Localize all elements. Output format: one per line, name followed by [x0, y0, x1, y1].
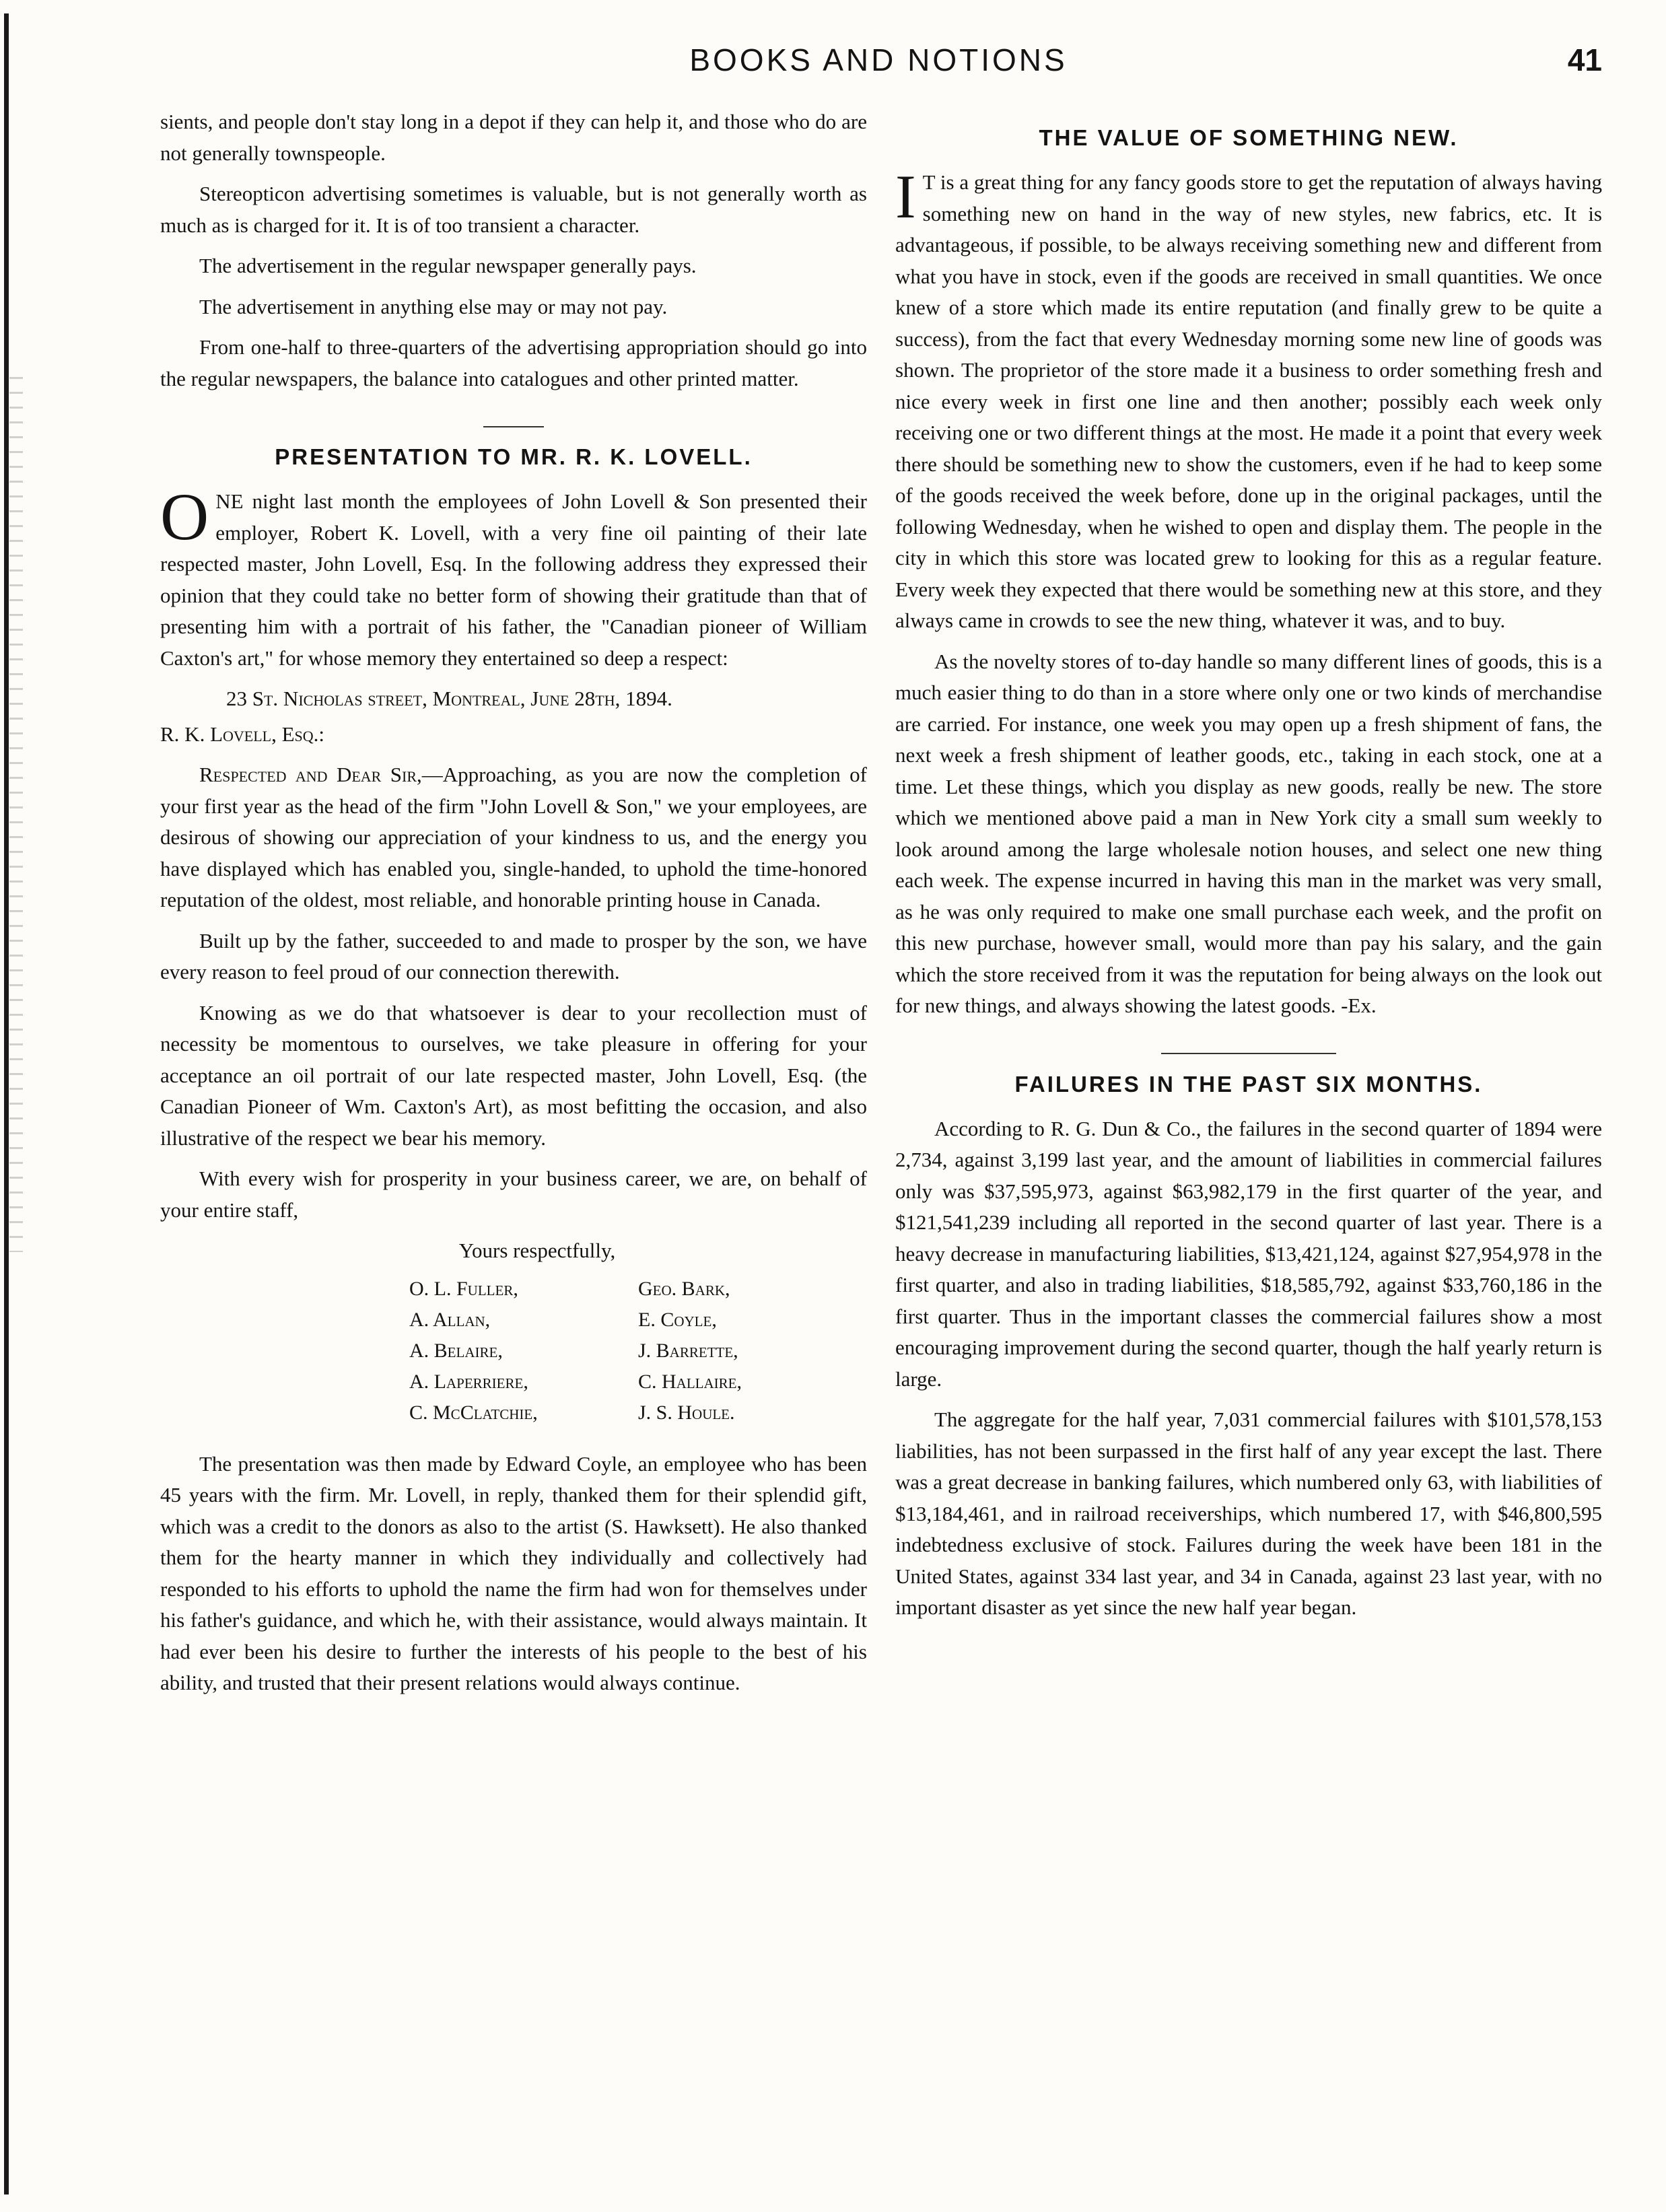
signatory: E. Coyle,	[638, 1308, 717, 1331]
section-divider	[160, 409, 867, 416]
intro-paragraph-5: From one-half to three-quarters of the advertising appropriation should go into the regular newspapers, the balance into catalogues and other printed matter.	[160, 335, 867, 390]
presentation-closing-paragraph: The presentation was then made by Edward Coyle, an employee who has been 45 years with the firm. Mr. Lovell, in reply, thanked them for their splendid gift, which was a credit to the donors as also to the artist (S. Hawksett). He also thanked them for the hearty manner in which they individually and collectively had responded to his efforts to uphold the name the firm had won for themselves under his father's guidance, and which he, with their assistance, would always maintain. It had ever been his desire to further the interests of his people to the best of his ability, and trusted that their present relations would always continue.	[160, 1451, 867, 1694]
signatory: A. Belaire,	[409, 1339, 503, 1362]
presentation-title: PRESENTATION TO MR. R. K. LOVELL.	[275, 444, 753, 469]
intro-paragraph-3: The advertisement in the regular newspaper generally pays.	[199, 254, 697, 277]
section-divider	[895, 1037, 1602, 1043]
binding-speckle	[9, 377, 23, 1252]
signatory: C. Hallaire,	[638, 1370, 742, 1393]
letter-paragraph-1	[160, 759, 867, 916]
page-header	[155, 42, 1602, 89]
value-article-dropcap: I	[895, 162, 916, 231]
signatory-row	[409, 1305, 742, 1336]
intro-paragraph-2: Stereopticon advertising sometimes is valuable, but is not generally worth as much as is charged for it. It is of too transient a character.	[160, 182, 867, 237]
signatory: C. McClatchie,	[409, 1401, 538, 1424]
failures-article-title: FAILURES IN THE PAST SIX MONTHS.	[1014, 1071, 1483, 1097]
intro-paragraph-4: The advertisement in anything else may or may not pay.	[199, 294, 668, 318]
signatory: J. S. Houle.	[638, 1401, 735, 1424]
value-article-opening	[895, 162, 1602, 637]
signatory: Geo. Bark,	[638, 1277, 730, 1300]
right-column	[895, 106, 1602, 1633]
value-article-title: THE VALUE OF SOMETHING NEW.	[1039, 125, 1459, 150]
left-column	[160, 106, 867, 1708]
signatory: A. Allan,	[409, 1308, 491, 1331]
letter-addressee: R. K. Lovell, Esq.:	[160, 722, 325, 746]
letter-salutation: Respected and Dear Sir,	[199, 763, 422, 786]
signatory-row	[409, 1336, 742, 1367]
failures-paragraph-1: According to R. G. Dun & Co., the failures in the second quarter of 1894 were 2,734, against 3,199 last year, and the amount of liabilities in commercial failures only was $37,595,973, against $63,982,179 in the first quarter of the year, and $121,541,239 including all reported in the second quarter of last year. There is a heavy decrease in manufacturing liabilities, $13,421,124, against $27,954,978 in the first quarter, and also in trading liabilities, $18,585,792, against $33,760,186 in the first quarter. Thus in the important classes the commercial failures show a most encouraging improvement during the second quarter, though the half yearly return is large.	[895, 1116, 1602, 1391]
signatories-table	[409, 1274, 742, 1428]
intro-paragraph-1: sients, and people don't stay long in a depot if they can help it, and those who do are not generally townspeople.	[160, 110, 867, 165]
letter-paragraph-3: Knowing as we do that whatsoever is dear to your recollection must of necessity be momentous to ourselves, we take pleasure in offering for your acceptance an oil portrait of our late respected master, John Lovell, Esq. (the Canadian Pioneer of Wm. Caxton's Art), as most befitting the occasion, and also illustrative of the respect we bear his memory.	[160, 1000, 867, 1150]
value-article-paragraph-2: As the novelty stores of to-day handle so many different lines of goods, this is a much easier thing to do than in a store where only one or two kinds of merchandise are carried. For instance, one week you may open up a fresh shipment of fans, the next week a fresh shipment of leather goods, etc., taking in each stock, one at a time. Let these things, which you display as new goods, really be new. The store which we mentioned above paid a man in New York city a small sum weekly to look around among the large wholesale notion houses, and select one new thing each week. The expense incurred in having this man in the market was very small, as he was only required to make one small purchase each week, and the profit on this new purchase, however small, would more than pay his salary, and the gain which the store received from it was the reputation for being always on the look out for new things, and always showing the latest goods. -Ex.	[895, 649, 1602, 1017]
running-head: BOOKS AND NOTIONS	[689, 42, 1068, 77]
signatory: O. L. Fuller,	[409, 1277, 518, 1300]
signatory-row	[409, 1397, 742, 1428]
signatory: A. Laperriere,	[409, 1370, 528, 1393]
presentation-opening	[160, 479, 867, 674]
letter-closing: Yours respectfully,	[458, 1239, 616, 1262]
signatory-row	[409, 1367, 742, 1397]
letter-dateline: 23 St. Nicholas street, Montreal, June 28th, 1894.	[226, 687, 672, 710]
page-binding-edge	[4, 13, 9, 2194]
page-number: 41	[1567, 42, 1602, 77]
presentation-dropcap: O	[160, 479, 209, 554]
signatory-row	[409, 1274, 742, 1305]
presentation-opening-text: NE night last month the employees of John Lovell & Son presented their employer, Robert K. Lovell, with a very fine oil painting of their late respected master, John Lovell, Esq. In the following address they expressed their opinion that they could take no better form of showing their gratitude than that of presenting him with a portrait of his father, the "Canadian pioneer of William Caxton's art," for whose memory they entertained so deep a respect:	[160, 489, 867, 670]
letter-paragraph-1-text: —Approaching, as you are now the completion of your first year as the head of the firm "John Lovell & Son," we your employees, are desirous of showing our appreciation of your kindness to us, and the energy you have displayed which has enabled you, single-handed, to uphold the time-honored reputation of the oldest, most reliable, and honorable printing house in Canada.	[160, 763, 867, 911]
value-article-opening-text: T is a great thing for any fancy goods store to get the reputation of always having something new on hand in the way of new styles, new fabrics, etc. It is advantageous, if possible, to be always receiving something new and different from what you have in stock, even if the goods are received in small quantities. We once knew of a store which made its entire reputation (and finally grew to be quite a success), from the fact that every Wednesday morning some new line of goods was shown. The proprietor of the store made it a business to order something fresh and nice every week in first one line and then another; possibly each week only receiving one or two different things at the most. He made it a point that every week there should be something new to show the customers, even if he had to keep some of the goods received the week before, done up in the original packages, until the following Wednesday, when he wished to open and display them. The people in the city in which this store was located grew to looking for this as a regular feature. Every week they expected that there would be something new at this store, and they always came in crowds to see the new thing, whatever it was, and to buy.	[895, 170, 1602, 632]
letter-paragraph-4: With every wish for prosperity in your business career, we are, on behalf of your entire staff,	[160, 1167, 867, 1222]
failures-paragraph-2: The aggregate for the half year, 7,031 commercial failures with $101,578,153 liabilities, has not been surpassed in the first half of any year except the last. There was a great decrease in banking failures, which numbered only 63, with liabilities of $13,184,461, and in railroad receiverships, which numbered 17, with $46,800,595 indebtedness exclusive of stock. Failures during the week have been 181 in the United States, against 334 last year, and 34 in Canada, against 23 last year, with no important disaster as yet since the new half year began.	[895, 1408, 1602, 1619]
signatory: J. Barrette,	[638, 1339, 738, 1362]
letter-paragraph-2: Built up by the father, succeeded to and made to prosper by the son, we have every reason to feel proud of our connection therewith.	[160, 928, 867, 983]
